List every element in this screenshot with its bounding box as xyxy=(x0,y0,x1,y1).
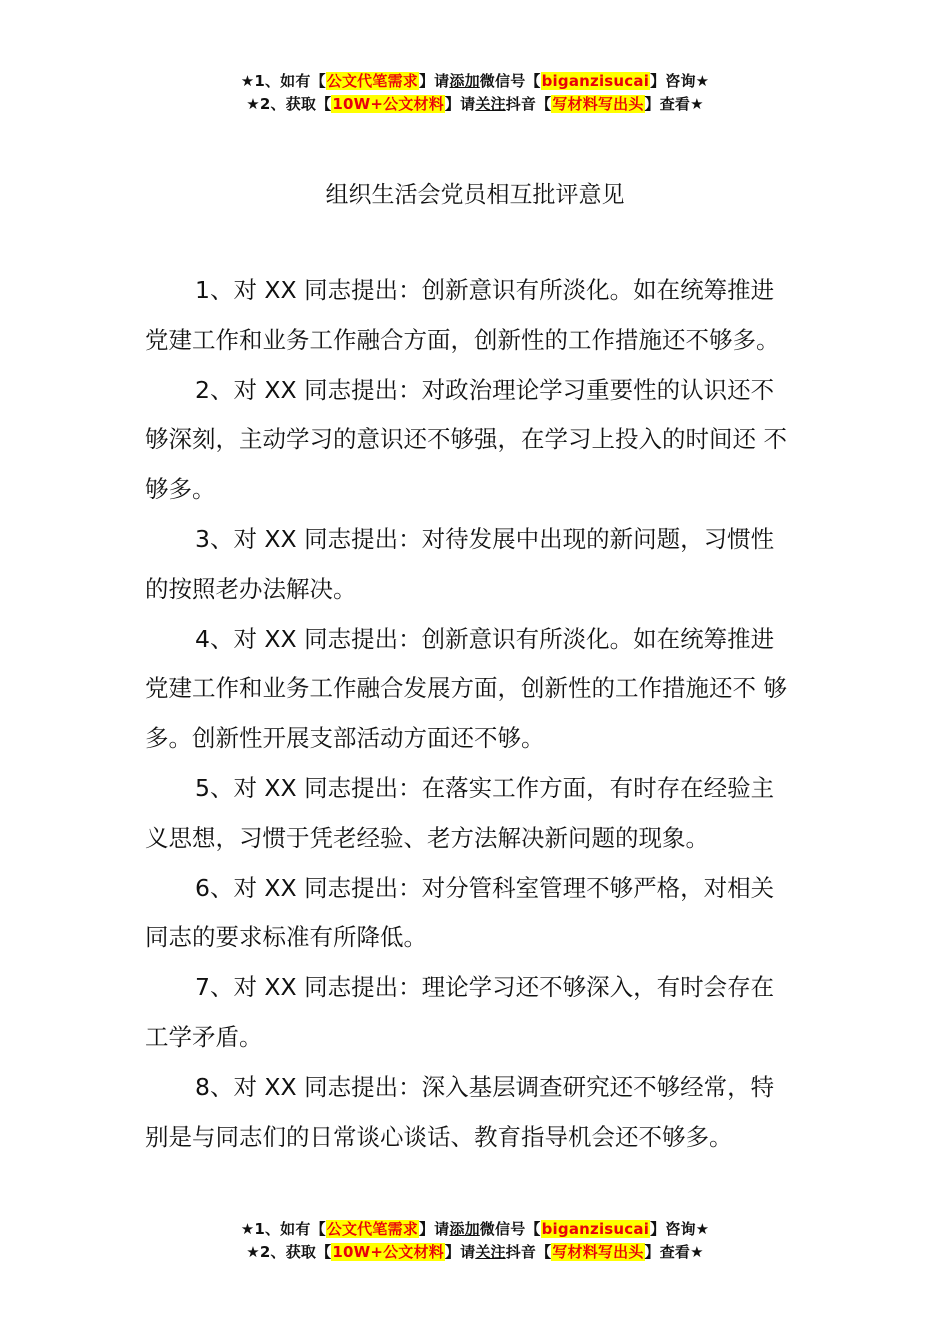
promo-banner-top xyxy=(0,70,950,116)
highlight-wechat-id: biganzisucai xyxy=(541,1220,650,1238)
highlight-materials: 10W+公文材料 xyxy=(332,95,444,113)
promo-line-1-bottom: ★1、如有【公文代笔需求】请添加微信号【biganzisucai】咨询★ xyxy=(240,1220,710,1238)
promo-line-2-bottom: ★2、获取【10W+公文材料】请关注抖音【写材料写出头】查看★ xyxy=(246,1243,704,1261)
underlined-add: 添加 xyxy=(449,72,480,90)
paragraph-4: 4、对 XX 同志提出：创新意识有所淡化。如在统筹推进 党建工作和业务工作融合发展方面，创新性的工作措施还不 够多。创新性开展支部活动方面还不够。 xyxy=(145,624,787,753)
promo-banner-bottom xyxy=(0,1218,950,1264)
highlight-wechat-id: biganzisucai xyxy=(541,72,650,90)
paragraph-5: 5、对 XX 同志提出：在落实工作方面，有时存在经验主 义思想，习惯于凭老经验、老方法解决新问题的现象。 xyxy=(145,773,775,852)
underlined-follow: 关注 xyxy=(475,95,506,113)
document-body xyxy=(145,266,800,1162)
underlined-add: 添加 xyxy=(449,1220,480,1238)
paragraph-8: 8、对 XX 同志提出：深入基层调查研究还不够经常，特 别是与同志们的日常谈心谈话、教育指导机会还不够多。 xyxy=(145,1072,775,1151)
promo-line-1: ★1、如有【公文代笔需求】请添加微信号【biganzisucai】咨询★ xyxy=(240,72,710,90)
highlight-douyin-account: 写材料写出头 xyxy=(552,95,644,113)
promo-line-2: ★2、获取【10W+公文材料】请关注抖音【写材料写出头】查看★ xyxy=(246,95,704,113)
paragraph-1: 1、对 XX 同志提出：创新意识有所淡化。如在统筹推进 党建工作和业务工作融合方面，创新性的工作措施还不够多。 xyxy=(145,276,780,354)
underlined-follow: 关注 xyxy=(475,1243,506,1261)
highlight-service: 公文代笔需求 xyxy=(326,72,418,90)
highlight-materials: 10W+公文材料 xyxy=(332,1243,444,1261)
paragraph-2: 2、对 XX 同志提出：对政治理论学习重要性的认识还不 够深刻，主动学习的意识还不够强，在学习上投入的时间还 不够多。 xyxy=(145,375,787,504)
document-title: 组织生活会党员相互批评意见 xyxy=(325,182,625,208)
paragraph-6: 6、对 XX 同志提出：对分管科室管理不够严格，对相关 同志的要求标准有所降低。 xyxy=(145,873,775,952)
highlight-service: 公文代笔需求 xyxy=(326,1220,418,1238)
paragraph-7: 7、对 XX 同志提出：理论学习还不够深入，有时会存在 工学矛盾。 xyxy=(145,973,775,1051)
paragraph-3: 3、对 XX 同志提出：对待发展中出现的新问题，习惯性 的按照老办法解决。 xyxy=(145,524,775,603)
highlight-douyin-account: 写材料写出头 xyxy=(552,1243,644,1261)
